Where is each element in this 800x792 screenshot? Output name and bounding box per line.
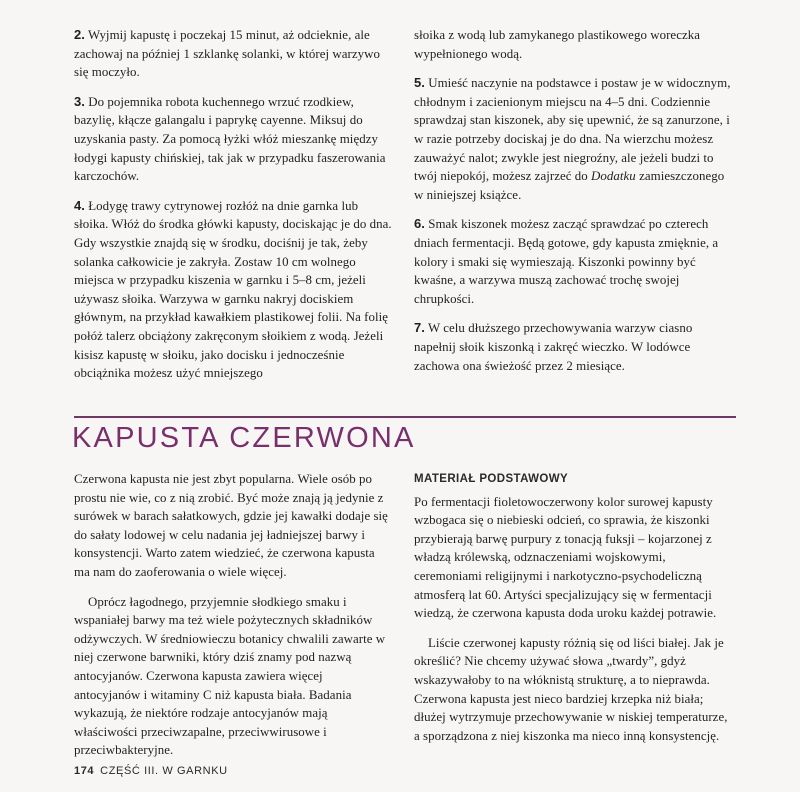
section-divider [74,416,736,418]
step-text: zamieszczonego w niniejszej książce. [414,169,725,202]
material-paragraph: Liście czerwonej kapusty różnią się od liści białej. Jak je określić? Nie chcemy używać słowa „twardy”, gdyż wskazywałoby to na włóknistą strukturę, a to nieprawda. Czerwona kapusta jest nieco bardziej krzepka niż biała; dłużej wytrzymuje przechowywanie w niskiej temperaturze, a sporządzona z niej kiszonka ma nieco inną konsystencję. [414,635,728,743]
step-5 [414,74,736,204]
intro-paragraph: Oprócz łagodnego, przyjemnie słodkiego smaku i wspaniałej barwy ma też wiele pożytecznych składników odżywczych. W średniowieczu botanicy chwalili zawarte w niej czerwone barwniki, który dziś znamy pod nazwą antocyjanów. Czerwona kapusta zawiera więcej antocyjanów i witaminy C niż kapusta biała. Badania wykazują, że niektóre rodzaje antocyjanów mają właściwości przeciwzapalne, przeciwwirusowe i przeciwbakteryjne. [74,594,386,758]
page-footer [74,765,228,777]
step-2 [74,26,392,82]
step-text: Wyjmij kapustę i poczekaj 15 minut, aż odcieknie, ale zachowaj na później 1 szklankę solanki, w której warzywo się moczyło. [74,28,380,80]
intro-column-left [74,470,392,771]
step-number: 2. [74,27,85,42]
step-text: Umieść naczynie na podstawce i postaw je w widocznym, chłodnym i zacienionym miejscu na 4–5 dni. Codziennie sprawdzaj stan kiszonek, aby się upewnić, że są zanurzone, i w razie potrzeby dociskaj je do dna. Na wierzchu możesz zauważyć nalot; zwykle jest niegroźny, ale jeżeli budzi to twój niepokój, możesz zajrzeć do [414,76,731,184]
part-label: CZĘŚĆ III. W GARNKU [100,765,228,777]
step-3 [74,93,392,186]
step-number: 4. [74,197,85,213]
step-text: W celu dłuższego przechowywania warzyw ciasno napełnij słoik kiszonką i zakręć wieczko. W lodówce zachowa ona świeżość przez 2 miesiące. [414,321,693,373]
step-7 [414,319,736,375]
step-number: 3. [74,93,85,109]
step-6 [414,215,736,308]
section-title: KAPUSTA CZERWONA [72,422,416,454]
step-text: Łodygę trawy cytrynowej rozłóż na dnie garnka lub słoika. Włóż do środka główki kapusty, dociskając je do dna. Gdy wszystkie znajdą się w środku, dociśnij je tak, żeby solanka całkowicie je zakryła. Zostaw 10 cm wolnego miejsca w przypadku kiszenia w garnku i 5–8 cm, jeżeli używasz słoika. Warzywa w garnku nakryj dociskiem głównym, na przykład kawałkiem plastikowej folii. Na folię połóż talerz obciążony zakręconym słoikiem z wodą. Jeżeli kisisz kapustę w słoiku, jako docisku i jednocześnie obciążnika możesz użyć mniejszego [74,198,392,381]
step-number: 5. [414,75,425,91]
step-4-continuation: słoika z wodą lub zamykanego plastikowego woreczka wypełnionego wodą. [414,28,700,61]
step-text-italic: Dodatku [591,169,636,184]
step-text: Smak kiszonek możesz zacząć sprawdzać po czterech dniach fermentacji. Będą gotowe, gdy kapusta zmięknie, a kolory i smaki się wymieszają. Kiszonki powinny być kwaśne, a warzywa muszą zachować trochę swojej chrupkości. [414,217,719,306]
step-4 [74,197,392,383]
step-text: Do pojemnika robota kuchennego wrzuć rzodkiew, bazylię, kłącze galangalu i paprykę cayenne. Miksuj do uzyskania pasty. Za pomocą łyżki włóż mieszankę między łodygi kapusty chińskiej, tak jak w przypadku faszerowania karczochów. [74,94,386,184]
steps-column-left [74,26,392,394]
material-column-right [414,470,736,756]
page-number: 174 [74,765,95,777]
step-number: 7. [414,320,425,336]
intro-paragraph: Czerwona kapusta nie jest zbyt popularna. Wiele osób po prostu nie wie, co z nią zrobić. Być może znają ją jedynie z surówek w barach sałatkowych, gdzie jej kawałki dodaje się do sałaty lodowej w celu nadania jej ładniejszej barwy i konsystencji. Warto zatem wiedzieć, że czerwona kapusta ma nam do zaoferowania o wiele więcej. [74,472,388,579]
subhead: MATERIAŁ PODSTAWOWY [414,473,569,485]
steps-column-right [414,26,736,386]
material-paragraph: Po fermentacji fioletowoczerwony kolor surowej kapusty wzbogaca się o niebieski odcień, co sprawia, że kiszonki przybierają barwę purpury z tonacją fuksji – kojarzonej z władzą królewską, odznaczeniami wojskowymi, ceremoniami religijnymi i narkotyczno-psychodeliczną atmosferą lat 60. Artyści specjalizujący się w fermentacji wiedzą, że czerwona kapusta doda uroku każdej potrawie. [414,494,717,621]
step-number: 6. [414,216,425,232]
